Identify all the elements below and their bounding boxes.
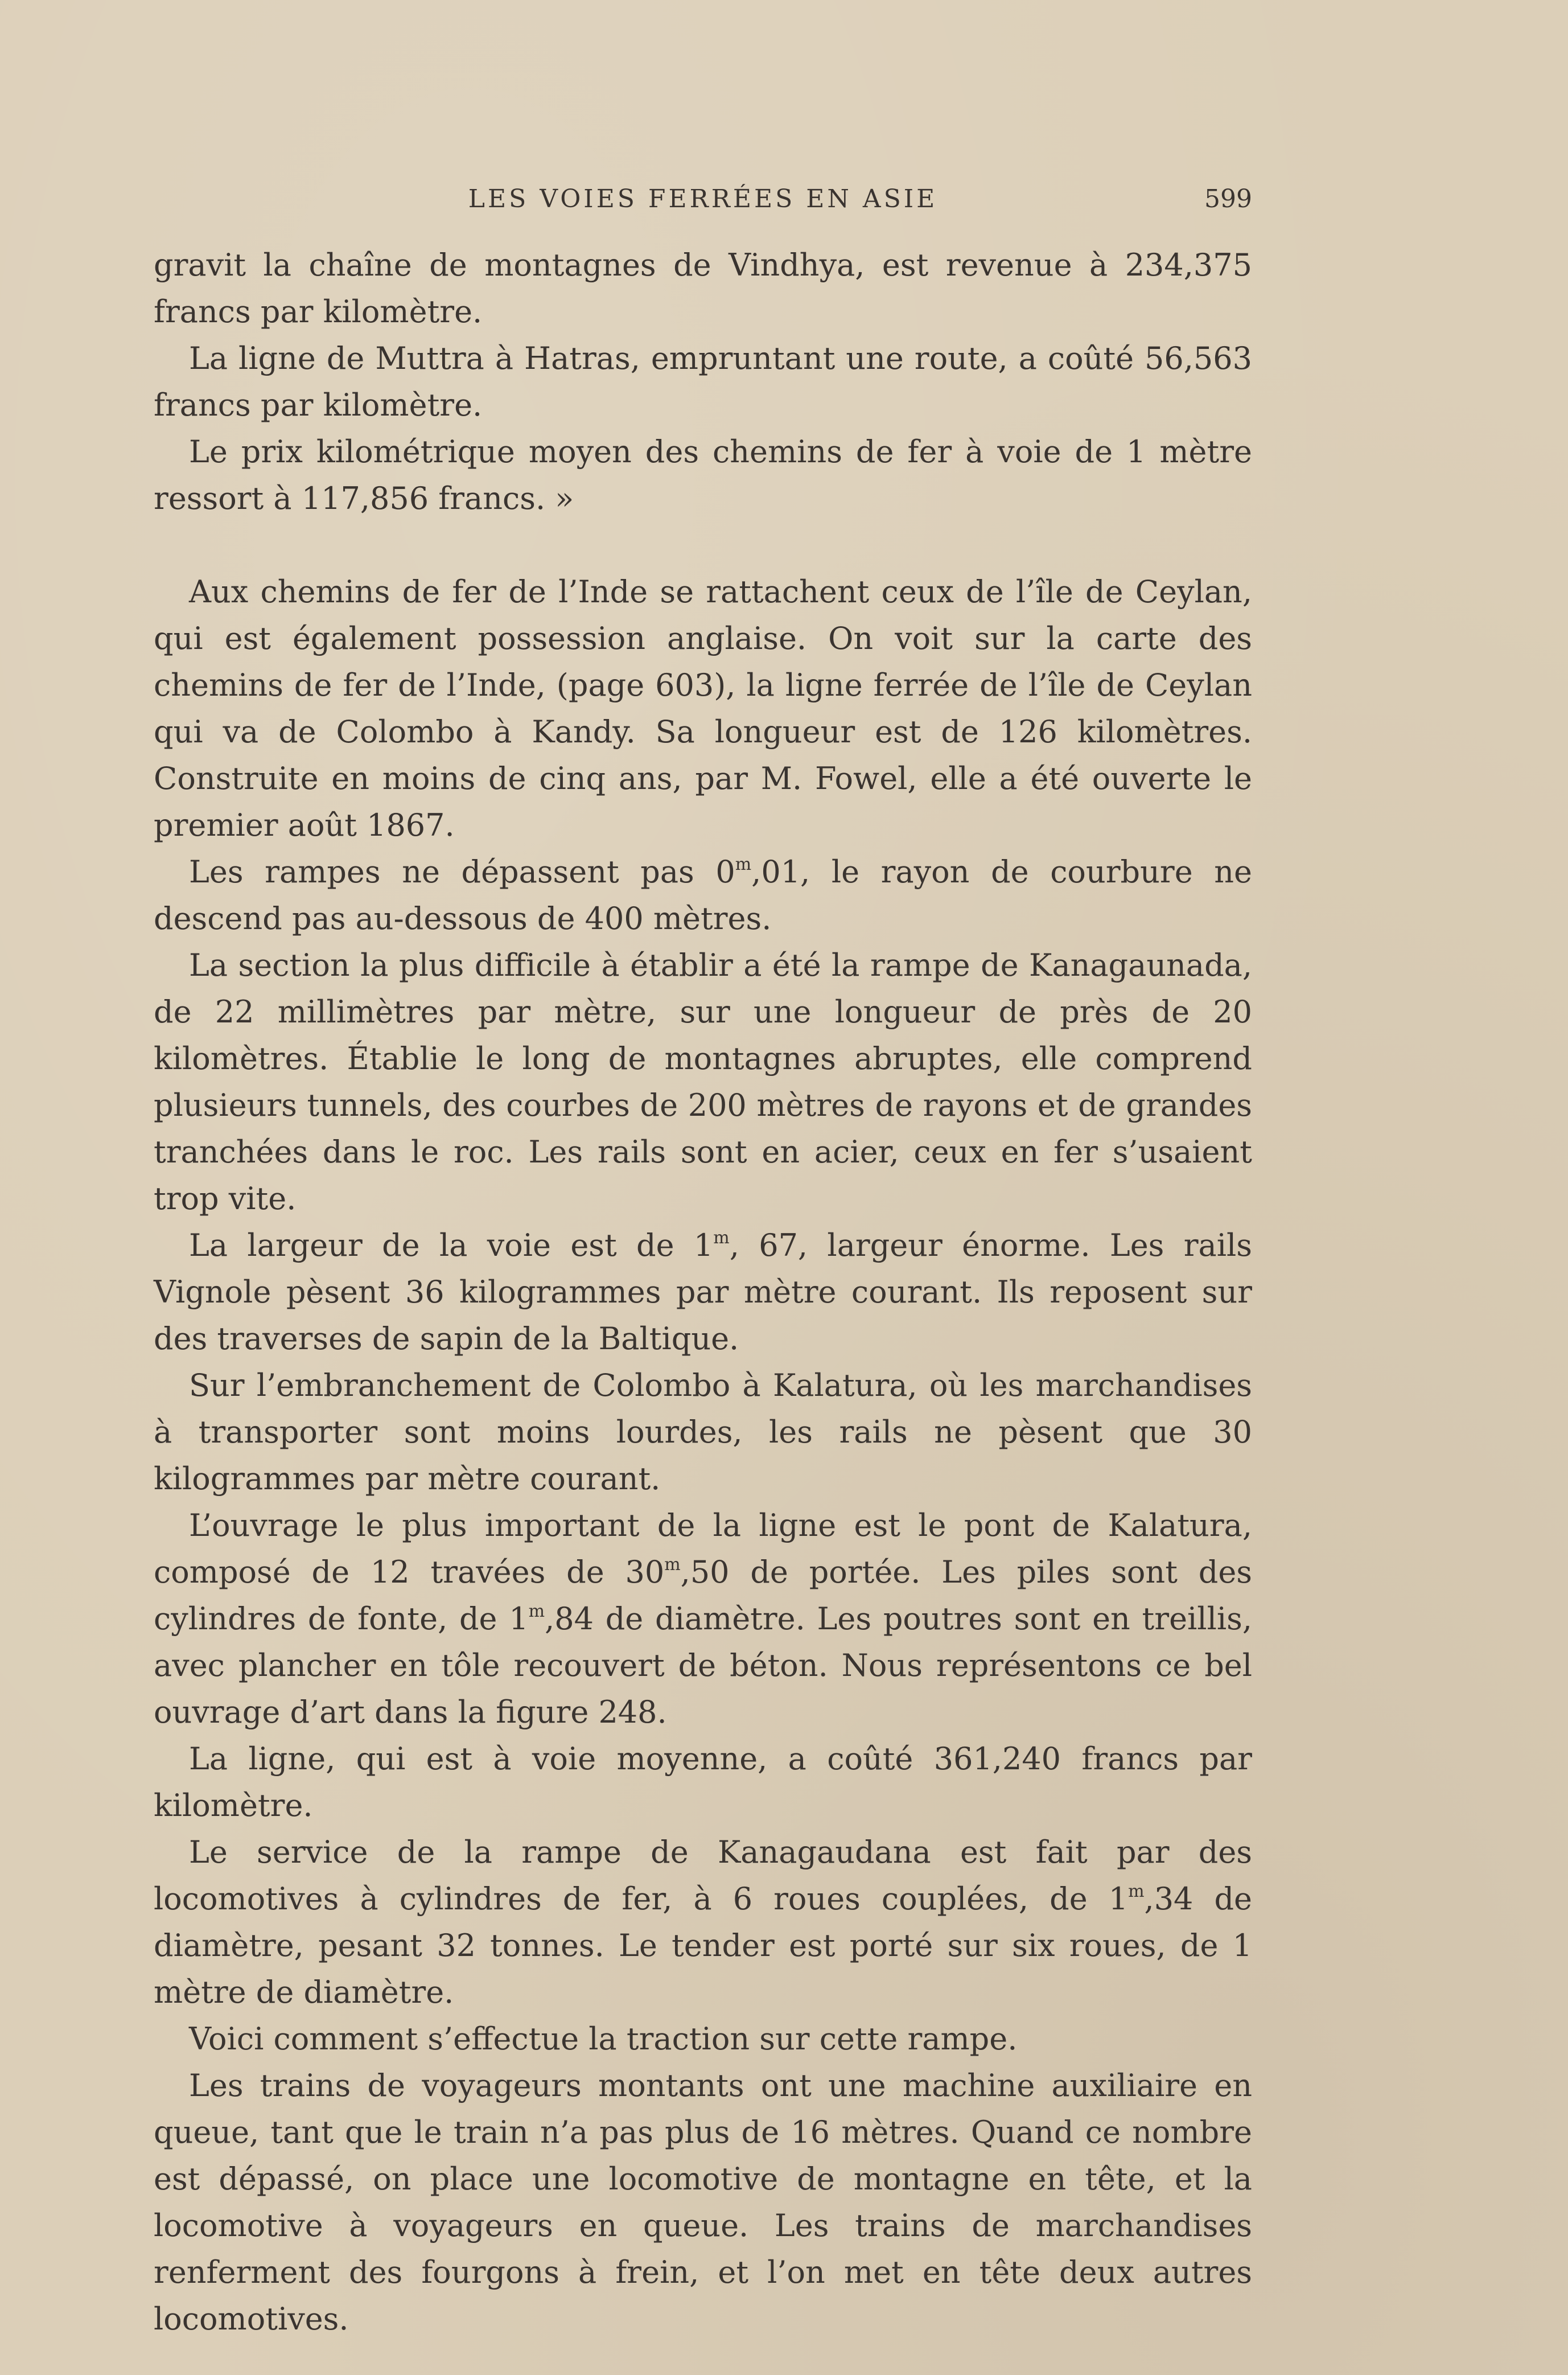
text-run: ,01, le rayon de courbure ne descend pas au-dessous de 400 mètres. (154, 854, 1252, 936)
paragraph: gravit la chaîne de montagnes de Vindhya, est revenue à 234,375 francs par kilomètre. (154, 247, 1252, 330)
paragraph: La ligne, qui est à voie moyenne, a coûté 361,240 francs par kilomètre. (154, 1741, 1252, 1823)
paragraph: Le prix kilométrique moyen des chemins de fer à voie de 1 mètre ressort à 117,856 francs. » (154, 434, 1252, 516)
paragraph: Sur l’embranchement de Colombo à Kalatura, où les marchandises à transporter sont moins lourdes, les rails ne pèsent que 30 kilogrammes par mètre courant. (154, 1367, 1252, 1497)
paragraph (154, 1829, 1252, 2016)
paragraph: Les trains de voyageurs montants ont une machine auxiliaire en queue, tant que le train n’a pas plus de 16 mètres. Quand ce nombre est dépassé, on place une locomotive de montagne en tête, et la locomotive à voyageurs en queue. Les trains de marchandises renferment des fourgons à frein, et l’on met en tête deux autres locomotives. (154, 2068, 1252, 2337)
paragraph: Aux chemins de fer de l’Inde se rattachent ceux de l’île de Ceylan, qui est également possession anglaise. On voit sur la carte des chemins de fer de l’Inde, (page 603), la ligne ferrée de l’île de Ceylan qui va de Colombo à Kandy. Sa longueur est de 126 kilomètres. Construite en moins de cinq ans, par M. Fowel, elle a été ouverte le premier août 1867. (154, 574, 1252, 843)
paragraph: Voici comment s’effectue la traction sur cette rampe. (189, 2021, 1018, 2057)
text-run: ,50 de portée. Les piles sont des cylindres de fonte, de 1 (154, 1554, 1252, 1637)
text-run: L’ouvrage le plus important de la ligne est le pont de Kalatura, composé de 12 travées de 30 (154, 1507, 1252, 1590)
paragraph (154, 849, 1252, 942)
superscript: m (1128, 1881, 1145, 1901)
superscript: m (735, 854, 752, 874)
paragraph (154, 1502, 1252, 1736)
text-run: Les rampes ne dépassent pas 0 (189, 854, 735, 890)
paragraph: La section la plus difficile à établir a été la rampe de Kanagaunada, de 22 millimètres par mètre, sur une longueur de près de 20 kilomètres. Établie le long de montagnes abruptes, elle comprend plusieurs tunnels, des courbes de 200 mètres de rayons et de grandes tranchées dans le roc. Les rails sont en acier, ceux en fer s’usaient trop vite. (154, 947, 1252, 1217)
running-title: LES VOIES FERRÉES EN ASIE (468, 184, 938, 213)
text-run: Le service de la rampe de Kanagaudana est fait par des locomotives à cylindres de fer, à 6 roues couplées, de 1 (154, 1834, 1252, 1917)
paragraph (154, 1222, 1252, 1362)
text-run: ,34 de diamètre, pesant 32 tonnes. Le tender est porté sur six roues, de 1 mètre de diamètre. (154, 1881, 1252, 2010)
text-run: , 67, largeur énorme. Les rails Vignole pèsent 36 kilogrammes par mètre courant. Ils reposent sur des traverses de sapin de la Baltique. (154, 1227, 1252, 1357)
page-number: 599 (1204, 184, 1252, 213)
text-run: ,84 de diamètre. Les poutres sont en treillis, avec plancher en tôle recouvert de béton. Nous représentons ce bel ouvrage d’art dans la figure 248. (154, 1601, 1252, 1730)
paragraph-gap (154, 522, 1252, 569)
superscript: m (713, 1228, 730, 1248)
paragraph: La ligne de Muttra à Hatras, empruntant une route, a coûté 56,563 francs par kilomètre. (154, 340, 1252, 423)
running-head (154, 182, 1252, 216)
superscript: m (664, 1555, 681, 1575)
superscript: m (528, 1601, 545, 1621)
body-text (154, 242, 1252, 2343)
text-run: La largeur de la voie est de 1 (189, 1227, 714, 1263)
